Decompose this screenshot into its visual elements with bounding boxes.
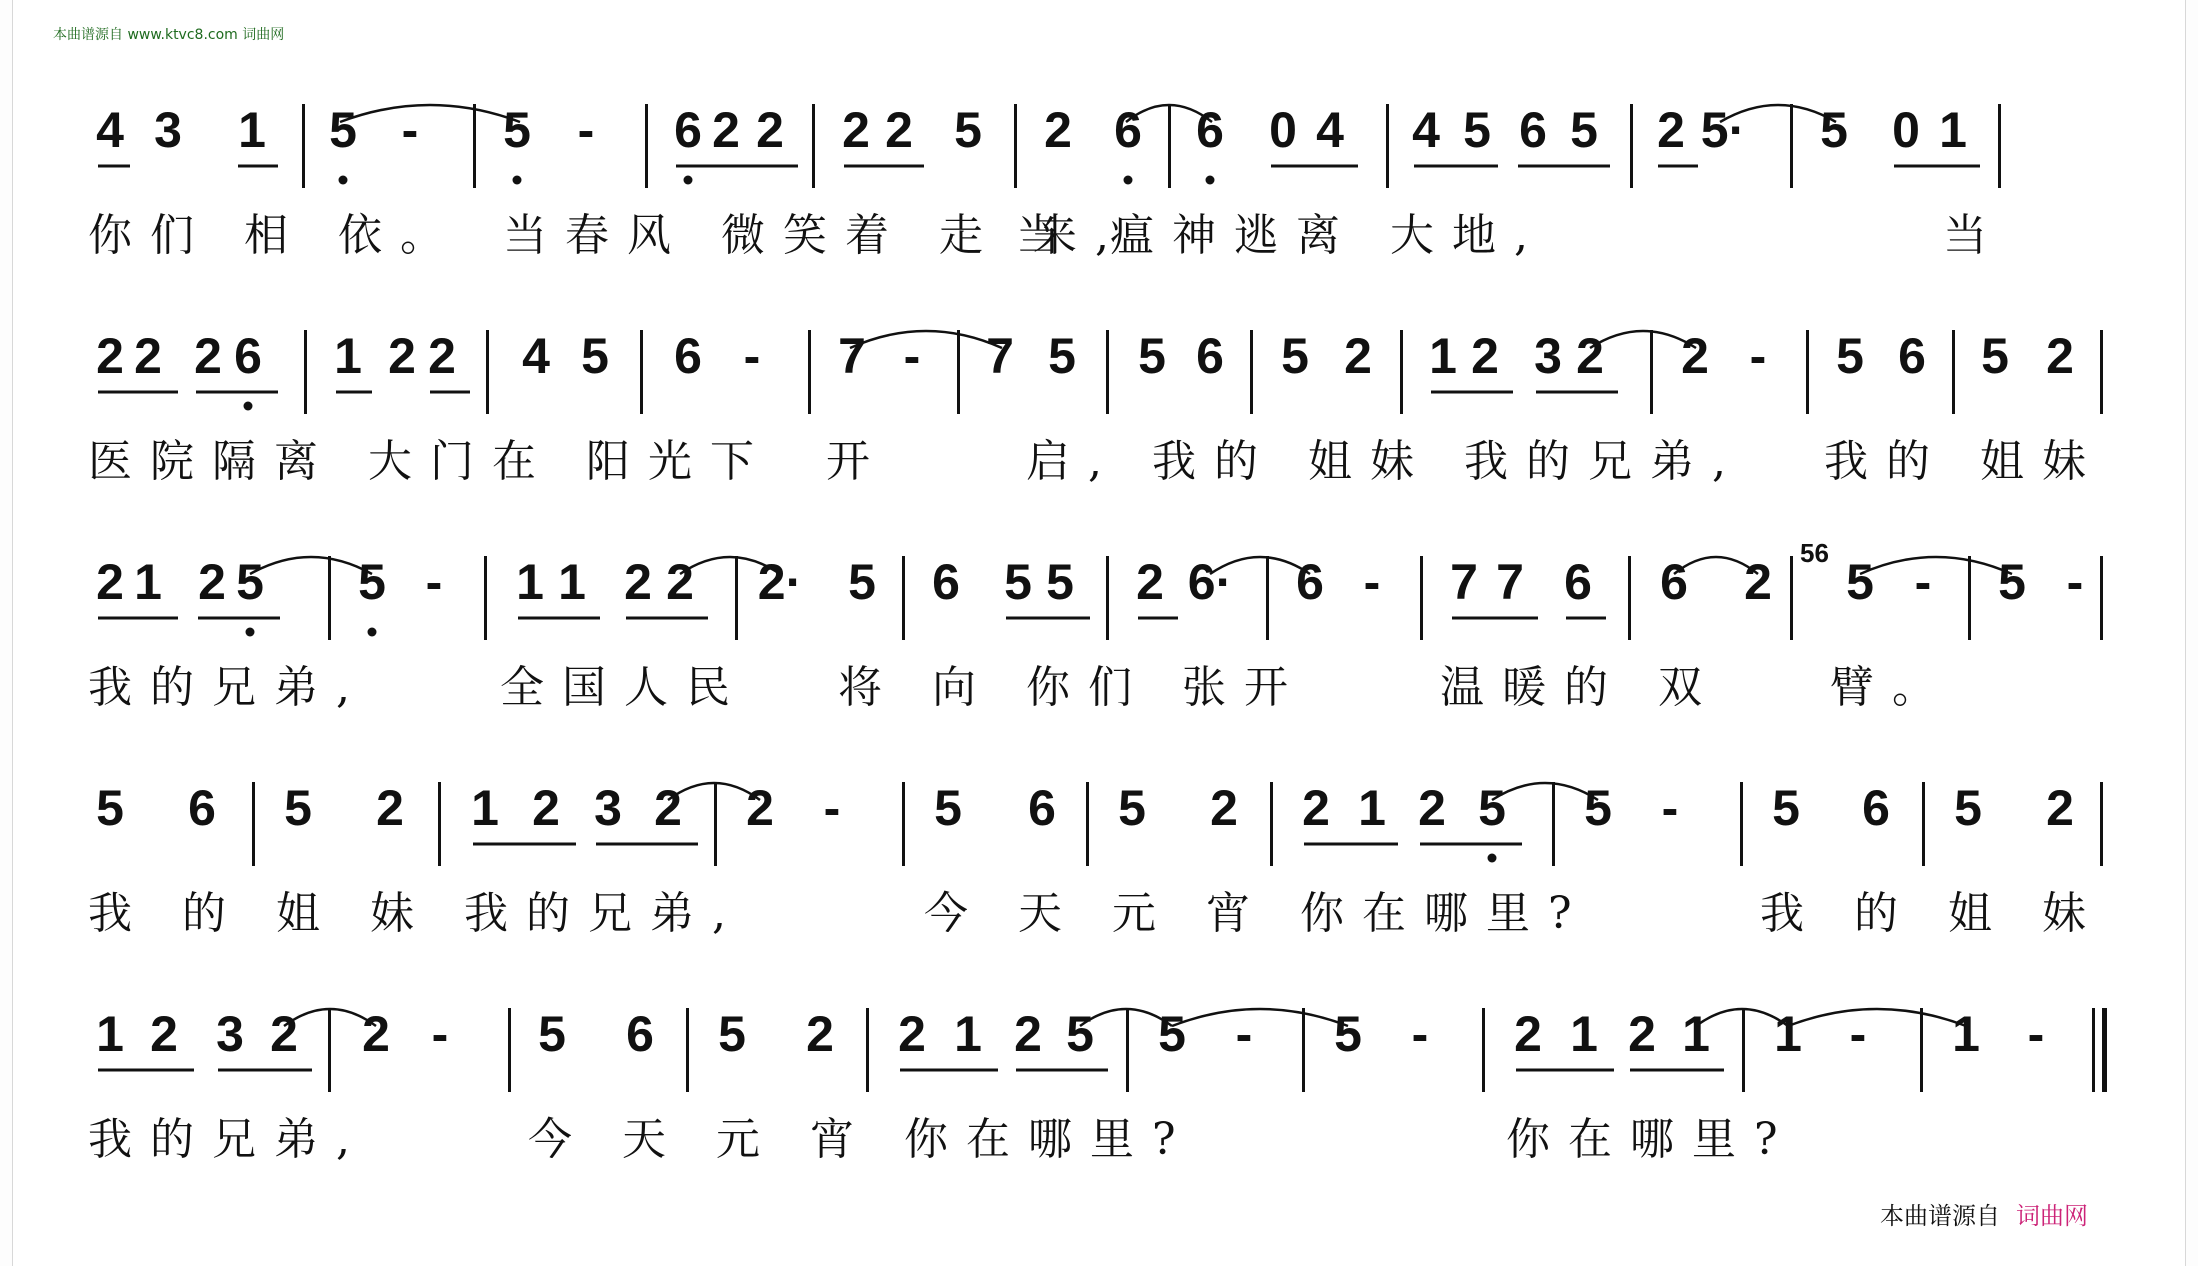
note: 5 xyxy=(1158,1006,1186,1062)
note: 5 xyxy=(1584,780,1612,836)
barline xyxy=(1266,556,1269,640)
barline xyxy=(866,1008,869,1092)
barline xyxy=(1386,104,1389,188)
note: 5 xyxy=(1334,1006,1362,1062)
barline xyxy=(1420,556,1423,640)
lyric-segment: 我 的 姐 妹 我的兄弟, xyxy=(88,888,744,939)
note: 2 xyxy=(134,328,162,384)
note: 4 xyxy=(1316,102,1344,158)
barline xyxy=(1400,330,1403,414)
barline xyxy=(1270,782,1273,866)
barline xyxy=(957,330,960,414)
note: 2 xyxy=(806,1006,834,1062)
lyrics-line xyxy=(90,434,2120,494)
barline xyxy=(252,782,255,866)
note: 5 xyxy=(1570,102,1598,158)
note: 2 xyxy=(428,328,456,384)
note: 5 xyxy=(1820,102,1848,158)
barline xyxy=(1168,104,1171,188)
note: 2 xyxy=(756,102,784,158)
barline xyxy=(1740,782,1743,866)
barline xyxy=(1952,330,1955,414)
note: 2· xyxy=(757,554,803,610)
barline xyxy=(438,782,441,866)
final-barline-thin xyxy=(2092,1008,2095,1092)
lyric-segment: 将 向 你们 张开 xyxy=(838,662,1306,713)
note: 5 xyxy=(581,328,609,384)
note: 5 xyxy=(1048,328,1076,384)
note: 2 xyxy=(1514,1006,1542,1062)
note: 6 xyxy=(1898,328,1926,384)
note: 1 xyxy=(1429,328,1457,384)
note: 1 xyxy=(1570,1006,1598,1062)
barline xyxy=(328,1008,331,1092)
note: 1 xyxy=(134,554,162,610)
lyric-segment: 我的兄弟, xyxy=(88,1114,368,1165)
dash-hold: - xyxy=(425,554,443,610)
note: 1 xyxy=(1952,1006,1980,1062)
lyric-segment: 今 天 元 宵 你在哪里? xyxy=(528,1114,1194,1165)
note: 2 xyxy=(376,780,404,836)
note: 5 xyxy=(1046,554,1074,610)
note: 6 xyxy=(674,102,702,158)
note: 2 xyxy=(666,554,694,610)
note: 5 xyxy=(538,1006,566,1062)
barline xyxy=(645,104,648,188)
note: 6 xyxy=(1660,554,1688,610)
note: 2 xyxy=(842,102,870,158)
note: 2 xyxy=(1657,102,1685,158)
note: 1 xyxy=(1682,1006,1710,1062)
note: 5 xyxy=(1463,102,1491,158)
note: 2 xyxy=(1418,780,1446,836)
barline xyxy=(1998,104,2001,188)
note: 5 xyxy=(1118,780,1146,836)
notes-line xyxy=(90,778,2120,878)
note: 2 xyxy=(2046,780,2074,836)
note: 5 xyxy=(848,554,876,610)
note: 4 xyxy=(96,102,124,158)
note: 0 xyxy=(1892,102,1920,158)
note: 1 xyxy=(96,1006,124,1062)
note: 2 xyxy=(654,780,682,836)
lyrics-line xyxy=(90,1112,2120,1172)
dash-hold: - xyxy=(1411,1006,1429,1062)
footer-source-label: 本曲谱源自 xyxy=(1880,1202,2000,1230)
dash-hold: - xyxy=(401,102,419,158)
note: 6 xyxy=(188,780,216,836)
note: 2 xyxy=(898,1006,926,1062)
note: 6 xyxy=(1114,102,1142,158)
barline xyxy=(902,556,905,640)
dash-hold: - xyxy=(823,780,841,836)
barline xyxy=(1302,1008,1305,1092)
note: 2 xyxy=(388,328,416,384)
barline xyxy=(473,104,476,188)
lyric-segment: 当 瘟神逃离 大地, xyxy=(1016,210,1546,261)
note: 5 xyxy=(1954,780,1982,836)
source-footer xyxy=(1880,1196,2088,1231)
note: 6 xyxy=(1196,328,1224,384)
barline xyxy=(328,556,331,640)
note: 2 xyxy=(150,1006,178,1062)
note: 2 xyxy=(532,780,560,836)
barline xyxy=(2100,556,2103,640)
dash-hold: - xyxy=(2027,1006,2045,1062)
barline xyxy=(2100,330,2103,414)
barline xyxy=(302,104,305,188)
note: 5 xyxy=(329,102,357,158)
barline xyxy=(1968,556,1971,640)
note: 6 xyxy=(1028,780,1056,836)
note: 0 xyxy=(1269,102,1297,158)
note: 1 xyxy=(1939,102,1967,158)
note: 2 xyxy=(1136,554,1164,610)
note: 5 xyxy=(1138,328,1166,384)
note: 7 xyxy=(838,328,866,384)
note: 2 xyxy=(1744,554,1772,610)
note: 5 xyxy=(1981,328,2009,384)
barline xyxy=(1126,1008,1129,1092)
dash-hold: - xyxy=(1749,328,1767,384)
barline xyxy=(1806,330,1809,414)
note: 3 xyxy=(594,780,622,836)
barline xyxy=(714,782,717,866)
note: 2 xyxy=(1014,1006,1042,1062)
note: 3 xyxy=(1534,328,1562,384)
note: 2 xyxy=(624,554,652,610)
left-margin-strip xyxy=(0,0,13,1266)
notes-line xyxy=(90,538,2120,652)
note: 5 xyxy=(1772,780,1800,836)
final-barline xyxy=(2102,1008,2107,1092)
note: 5 xyxy=(1846,554,1874,610)
note: 2 xyxy=(198,554,226,610)
note: 1 xyxy=(516,554,544,610)
barline xyxy=(640,330,643,414)
barline xyxy=(1922,782,1925,866)
note: 6· xyxy=(1187,554,1233,610)
note: 6 xyxy=(1296,554,1324,610)
note: 5 xyxy=(503,102,531,158)
note: 6 xyxy=(1196,102,1224,158)
note: 5 xyxy=(954,102,982,158)
barline xyxy=(304,330,307,414)
notes-line xyxy=(90,100,2120,200)
barline xyxy=(808,330,811,414)
barline xyxy=(2100,782,2103,866)
dash-hold: - xyxy=(431,1006,449,1062)
note: 2 xyxy=(1628,1006,1656,1062)
note: 6 xyxy=(1519,102,1547,158)
note: 1 xyxy=(954,1006,982,1062)
note: 7 xyxy=(1450,554,1478,610)
note: 6 xyxy=(932,554,960,610)
note: 1 xyxy=(334,328,362,384)
lyrics-line xyxy=(90,886,2120,946)
note: 6 xyxy=(626,1006,654,1062)
dash-hold: - xyxy=(2066,554,2084,610)
barline xyxy=(735,556,738,640)
right-margin-strip xyxy=(2185,0,2198,1266)
notes-line xyxy=(90,326,2120,426)
barline xyxy=(484,556,487,640)
note: 5 xyxy=(1998,554,2026,610)
note: 2 xyxy=(1471,328,1499,384)
note: 1 xyxy=(238,102,266,158)
note: 4 xyxy=(522,328,550,384)
barline xyxy=(486,330,489,414)
note: 5 xyxy=(1478,780,1506,836)
barline xyxy=(1920,1008,1923,1092)
lyric-segment: 启, 我的 姐妹 我的兄弟, xyxy=(1026,436,1744,487)
note: 5 xyxy=(358,554,386,610)
note: 3 xyxy=(154,102,182,158)
lyric-segment: 你在哪里? xyxy=(1506,1114,1796,1165)
note: 5 xyxy=(934,780,962,836)
barline xyxy=(1628,556,1631,640)
note: 7 xyxy=(986,328,1014,384)
lyric-segment: 全国人民 xyxy=(500,662,748,713)
note: 2 xyxy=(1344,328,1372,384)
dash-hold: - xyxy=(1914,554,1932,610)
dash-hold: - xyxy=(1363,554,1381,610)
barline xyxy=(1106,556,1109,640)
note: 1 xyxy=(471,780,499,836)
lyric-segment: 我的 姐妹 xyxy=(1824,436,2104,487)
barline xyxy=(902,782,905,866)
barline xyxy=(1630,104,1633,188)
note: 2 xyxy=(746,780,774,836)
lyric-segment: 臂。 xyxy=(1830,662,1954,713)
dash-hold: - xyxy=(1849,1006,1867,1062)
grace-note: 56 xyxy=(1800,538,1829,568)
dash-hold: - xyxy=(577,102,595,158)
note: 1 xyxy=(1358,780,1386,836)
note: 2 xyxy=(96,554,124,610)
note: 5 xyxy=(1281,328,1309,384)
note: 2 xyxy=(1210,780,1238,836)
notes-line xyxy=(90,1004,2120,1104)
note: 2 xyxy=(1576,328,1604,384)
note: 5 xyxy=(1066,1006,1094,1062)
note: 1 xyxy=(1774,1006,1802,1062)
note: 5 xyxy=(96,780,124,836)
note: 5 xyxy=(1004,554,1032,610)
barline xyxy=(508,1008,511,1092)
note: 2 xyxy=(1681,328,1709,384)
note: 3 xyxy=(216,1006,244,1062)
barline xyxy=(1086,782,1089,866)
dash-hold: - xyxy=(1661,780,1679,836)
barline xyxy=(686,1008,689,1092)
dash-hold: - xyxy=(1235,1006,1253,1062)
source-header: 本曲谱源自 www.ktvc8.com 词曲网 xyxy=(53,27,285,43)
barline xyxy=(1650,330,1653,414)
barline xyxy=(1482,1008,1485,1092)
lyric-segment: 医院隔离 大门在 阳光下 xyxy=(88,436,772,487)
note: 6 xyxy=(1862,780,1890,836)
barline xyxy=(1106,330,1109,414)
lyric-segment: 你们 相 依。 xyxy=(88,210,462,261)
note: 5 xyxy=(1836,328,1864,384)
barline xyxy=(1742,1008,1745,1092)
note: 2 xyxy=(194,328,222,384)
note: 2 xyxy=(885,102,913,158)
footer-site-link[interactable]: 词曲网 xyxy=(2016,1202,2088,1230)
lyric-segment: 温暖的 双 xyxy=(1440,662,1720,713)
note: 2 xyxy=(1302,780,1330,836)
lyric-segment: 开 xyxy=(826,436,888,487)
barline xyxy=(1014,104,1017,188)
lyrics-line xyxy=(90,208,2120,268)
lyrics-line xyxy=(90,660,2120,720)
lyric-segment: 我的兄弟, xyxy=(88,662,368,713)
note: 6 xyxy=(674,328,702,384)
note: 2 xyxy=(362,1006,390,1062)
barline xyxy=(812,104,815,188)
barline xyxy=(1250,330,1253,414)
note: 1 xyxy=(558,554,586,610)
barline xyxy=(1552,782,1555,866)
note: 5 xyxy=(284,780,312,836)
lyric-segment: 当 xyxy=(1943,210,2005,261)
barline xyxy=(1790,556,1793,640)
note: 2 xyxy=(270,1006,298,1062)
note: 2 xyxy=(712,102,740,158)
note: 5· xyxy=(1700,102,1746,158)
lyric-segment: 今 天 元 宵 你在哪里? xyxy=(924,888,1590,939)
barline xyxy=(1790,104,1793,188)
note: 2 xyxy=(96,328,124,384)
note: 4 xyxy=(1412,102,1440,158)
note: 5 xyxy=(718,1006,746,1062)
lyric-segment: 我 的 姐 妹 xyxy=(1760,888,2104,939)
note: 6 xyxy=(234,328,262,384)
dash-hold: - xyxy=(903,328,921,384)
dash-hold: - xyxy=(743,328,761,384)
note: 6 xyxy=(1564,554,1592,610)
note: 5 xyxy=(236,554,264,610)
lyric-segment: 当春风 微笑着 走 来, xyxy=(503,210,1127,261)
note: 2 xyxy=(2046,328,2074,384)
note: 7 xyxy=(1496,554,1524,610)
note: 2 xyxy=(1044,102,1072,158)
